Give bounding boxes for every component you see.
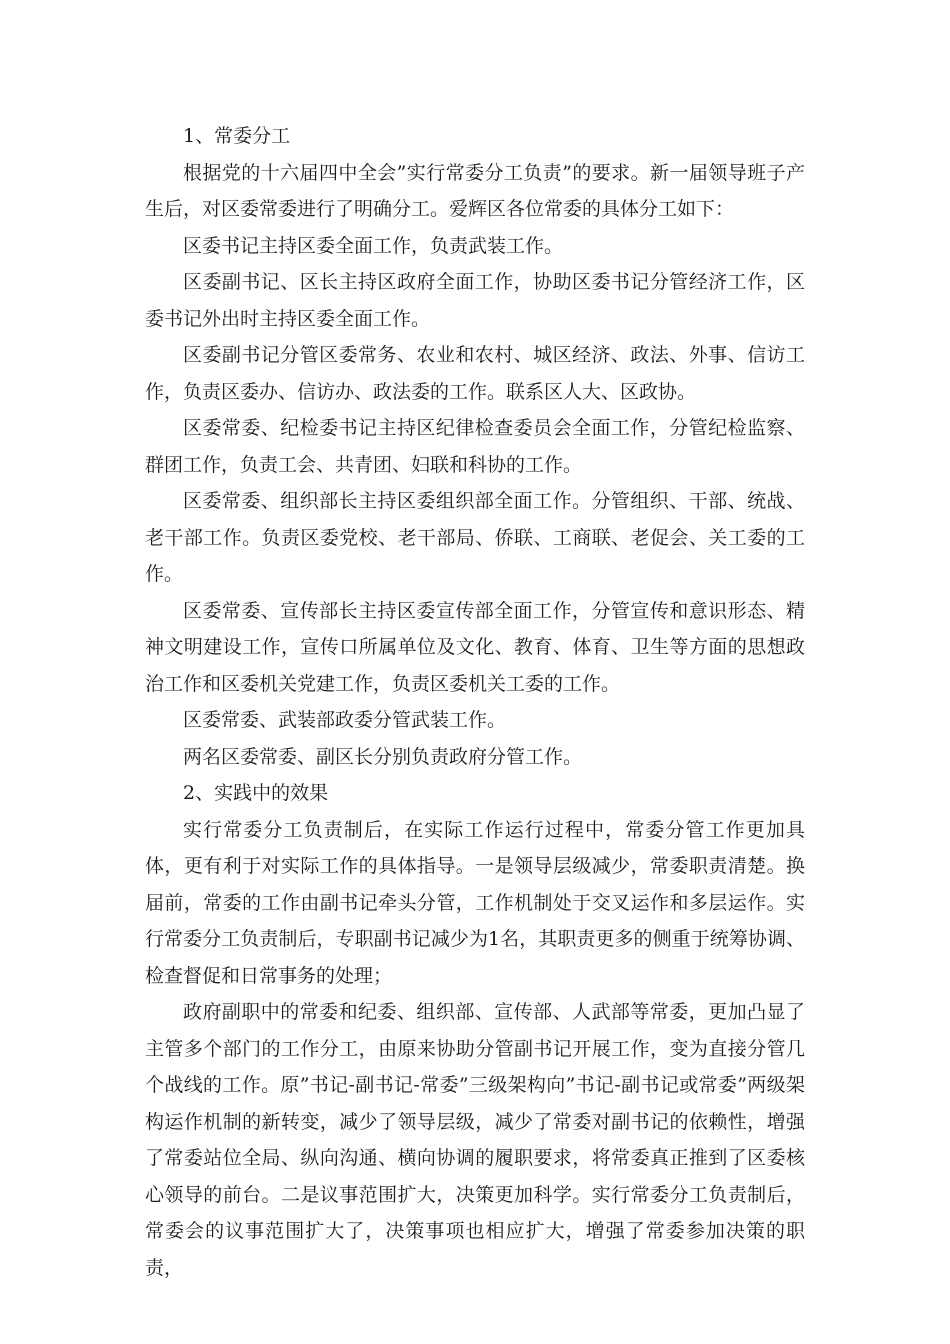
paragraph: 区委常委、宣传部长主持区委宣传部全面工作，分管宣传和意识形态、精神文明建设工作，宣传口所属单位及文化、教育、体育、卫生等方面的思想政治工作和区委机关党建工作，负责区委机关工委的工作。 xyxy=(145,599,805,695)
section-heading: 1、常委分工 xyxy=(183,125,291,147)
document-body xyxy=(145,118,805,1286)
paragraph: 区委常委、武装部政委分管武装工作。 xyxy=(183,709,507,731)
paragraph: 区委书记主持区委全面工作，负责武装工作。 xyxy=(183,234,564,257)
paragraph: 区委常委、组织部长主持区委组织部全面工作。分管组织、干部、统战、老干部工作。负责区委党校、老干部局、侨联、工商联、老促会、关工委的工作。 xyxy=(145,490,805,585)
paragraph: 根据党的十六届四中全会”实行常委分工负责”的要求。新一届领导班子产生后，对区委常委进行了明确分工。爱辉区各位常委的具体分工如下： xyxy=(145,161,805,220)
paragraph: 区委常委、纪检委书记主持区纪律检查委员会全面工作，分管纪检监察、群团工作，负责工会、共青团、妇联和科协的工作。 xyxy=(145,417,805,476)
paragraph: 区委副书记分管区委常务、农业和农村、城区经济、政法、外事、信访工作，负责区委办、信访办、政法委的工作。联系区人大、区政协。 xyxy=(145,344,805,403)
paragraph: 区委副书记、区长主持区政府全面工作，协助区委书记分管经济工作，区委书记外出时主持区委全面工作。 xyxy=(145,271,805,330)
paragraph: 政府副职中的常委和纪委、组织部、宣传部、人武部等常委，更加凸显了主管多个部门的工作分工，由原来协助分管副书记开展工作，变为直接分管几个战线的工作。原”书记-副书记-常委”三级架构向”书记-副书记或常委”两级架构运作机制的新转变，减少了领导层级，减少了常委对副书记的依赖性，增强了常委站位全局、纵向沟通、横向协调的履职要求，将常委真正推到了区委核心领导的前台。二是议事范围扩大，决策更加科学。实行常委分工负责制后，常委会的议事范围扩大了，决策事项也相应扩大，增强了常委参加决策的职责， xyxy=(145,1001,805,1279)
section-heading: 2、实践中的效果 xyxy=(183,782,329,804)
paragraph: 两名区委常委、副区长分别负责政府分管工作。 xyxy=(183,745,583,768)
paragraph: 实行常委分工负责制后，在实际工作运行过程中，常委分管工作更加具体，更有利于对实际工作的具体指导。一是领导层级减少，常委职责清楚。换届前，常委的工作由副书记牵头分管，工作机制处于交叉运作和多层运作。实行常委分工负责制后，专职副书记减少为1名，其职责更多的侧重于统筹协调、检查督促和日常事务的处理； xyxy=(145,818,805,987)
